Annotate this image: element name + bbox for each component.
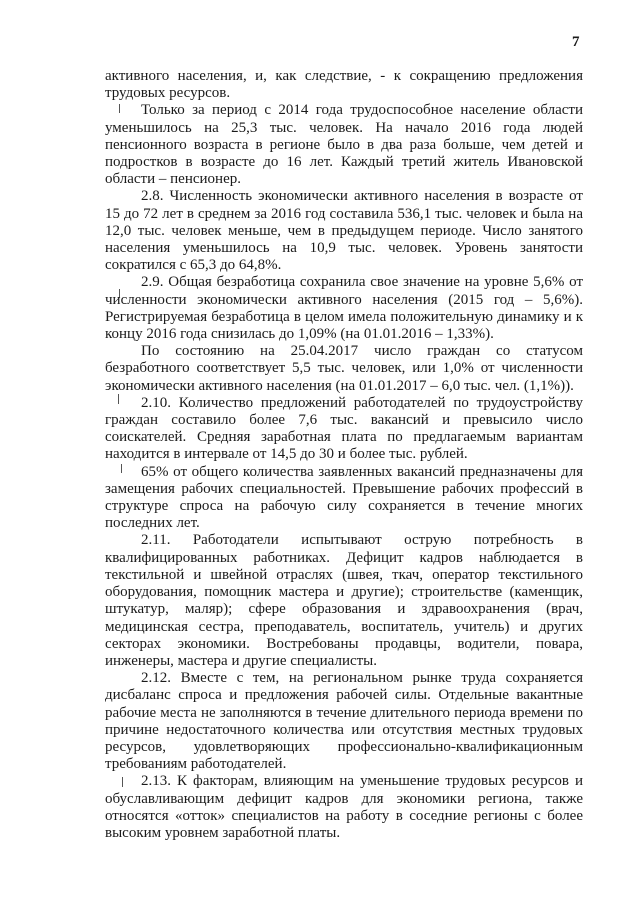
paragraph: Только за период с 2014 года трудоспособное население области уменьшилось на 25,3 тыс. человек. На начало 2016 года людей пенсионного возраста в регионе было в два раза больше, чем детей и подростков в возрасте до 16 лет. Каждый третий житель Ивановской области – пенсионер.: [105, 102, 583, 188]
page-number: 7: [572, 34, 580, 50]
document-body: [105, 68, 583, 842]
paragraph: 2.10. Количество предложений работодателей по трудоустройству граждан составило более 7,6 тыс. вакансий и превысило число соискателей. Средняя заработная плата по предлагаемым вариантам находится в интервале от 14,5 до 30 и более тыс. рублей.: [105, 394, 583, 463]
paragraph: 2.9. Общая безработица сохранила свое значение на уровне 5,6% от численности экономически активного населения (2015 год – 5,6%). Регистрируемая безработица в целом имела положительную динамику и к концу 2016 года снизилась до 1,09% (на 01.01.2016 – 1,33%).: [105, 274, 583, 343]
paragraph: 2.12. Вместе с тем, на региональном рынке труда сохраняется дисбаланс спроса и предложения рабочей силы. Отдельные вакантные рабочие места не заполняются в течение длительного периода времени по причине недостаточного количества или отсутствия местных трудовых ресурсов, удовлетворяющих профессионально-квалификационным требованиям работодателей.: [105, 670, 583, 773]
paragraph: 2.11. Работодатели испытывают острую потребность в квалифицированных работниках. Дефицит кадров наблюдается в текстильной и швейной отраслях (швея, ткач, оператор текстильного оборудования, помощник мастера и другие); строительстве (каменщик, штукатур, маляр); сфере образования и здравоохранения (врач, медицинская сестра, преподаватель, воспитатель, учитель) и других секторах экономики. Востребованы продавцы, водители, повара, инженеры, мастера и другие специалисты.: [105, 532, 583, 669]
paragraph: 2.13. К факторам, влияющим на уменьшение трудовых ресурсов и обуславливающим дефицит кадров для экономики региона, также относятся «отток» специалистов на работу в соседние регионы с более высоким уровнем заработной платы.: [105, 773, 583, 841]
paragraph: По состоянию на 25.04.2017 число граждан со статусом безработного соответствует 5,5 тыс. человек, или 1,0% от численности экономически активного населения (на 01.01.2017 – 6,0 тыс. чел. (1,1%)).: [105, 343, 583, 394]
paragraph: активного населения, и, как следствие, - к сокращению предложения трудовых ресурсов.: [105, 68, 583, 102]
paragraph: 2.8. Численность экономически активного населения в возрасте от 15 до 72 лет в среднем за 2016 год составила 536,1 тыс. человек и была на 12,0 тыс. человек меньше, чем в предыдущем периоде. Число занятого населения уменьшилось на 10,9 тыс. человек. Уровень занятости сократился с 65,3 до 64,8%.: [105, 188, 583, 274]
paragraph: 65% от общего количества заявленных вакансий предназначены для замещения рабочих специальностей. Превышение рабочих профессий в структуре спроса на рабочую силу сохраняется в течение многих последних лет.: [105, 463, 583, 532]
